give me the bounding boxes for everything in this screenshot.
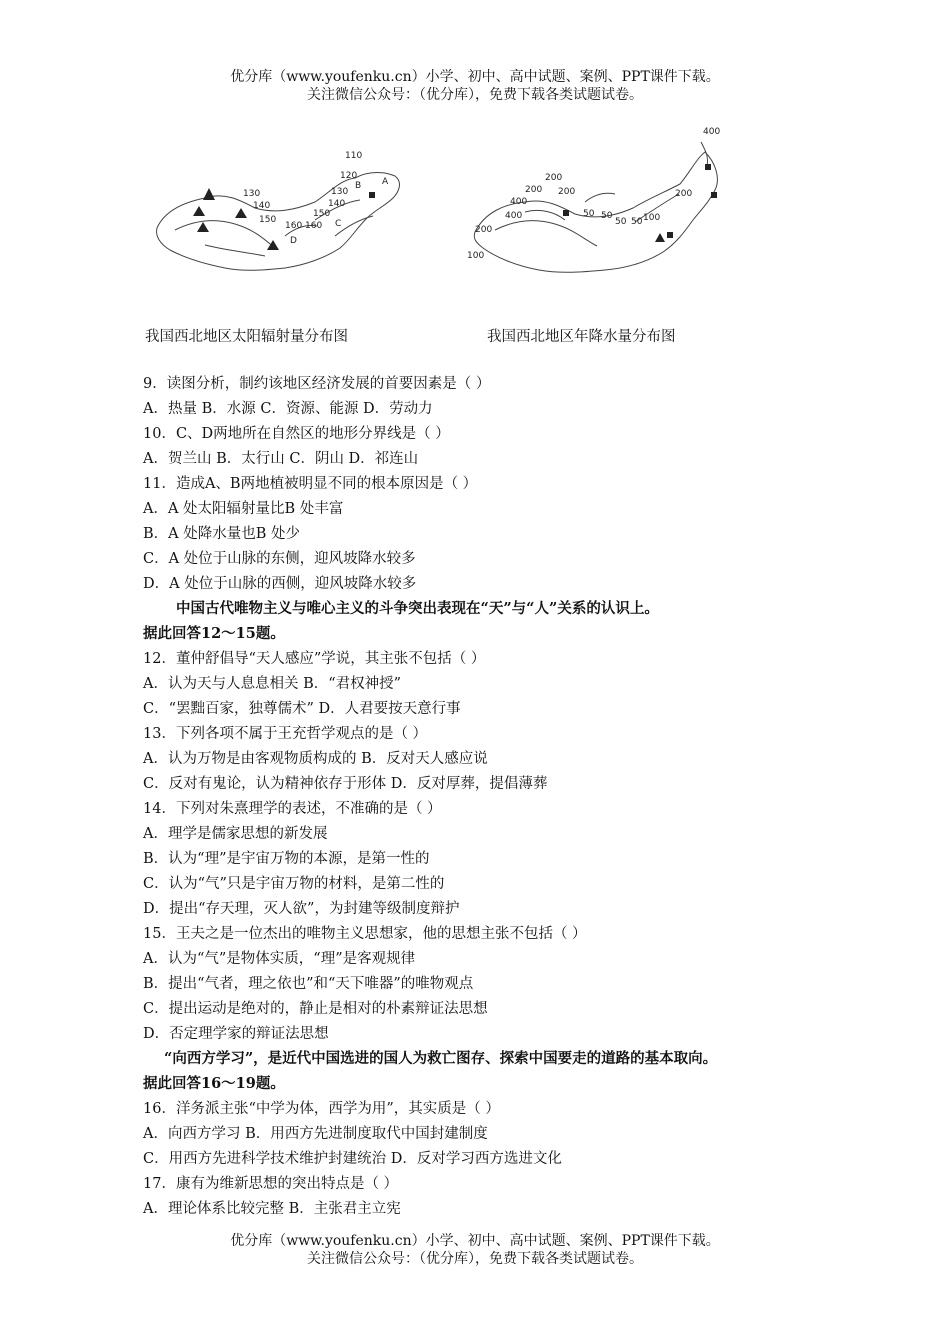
question-11-option-a: A．A 处太阳辐射量比B 处丰富 <box>143 501 344 517</box>
solar-label: 140 <box>253 201 271 211</box>
question-9-options: A．热量 B．水源 C．资源、能源 D．劳动力 <box>143 401 433 417</box>
rain-label: 400 <box>703 127 721 137</box>
question-14-option-c: C．认为“气”只是宇宙万物的材料，是第二性的 <box>143 876 445 892</box>
question-9: 9．读图分析，制约该地区经济发展的首要因素是（ ） <box>143 376 491 392</box>
question-16-options-ab: A．向西方学习 B．用西方先进制度取代中国封建制度 <box>143 1126 488 1142</box>
solar-label: A <box>382 177 389 187</box>
question-11-option-c: C．A 处位于山脉的东侧，迎风坡降水较多 <box>143 551 416 567</box>
solar-label: 160 <box>305 221 323 231</box>
solar-label: C <box>335 219 342 229</box>
rain-label: 400 <box>505 211 523 221</box>
question-12-options-ab: A．认为天与人息息相关 B．“君权神授” <box>143 676 402 692</box>
header-line-1: 优分库（www.youfenku.cn）小学、初中、高中试题、案例、PPT课件下载。 <box>230 69 720 85</box>
rain-label: 200 <box>475 225 493 235</box>
question-15-option-b: B．提出“气者，理之依也”和“天下唯器”的唯物观点 <box>143 976 474 992</box>
question-15: 15．王夫之是一位杰出的唯物主义思想家，他的思想主张不包括（ ） <box>143 926 587 942</box>
question-14-option-b: B．认为“理”是宇宙万物的本源，是第一性的 <box>143 851 430 867</box>
rain-label: 200 <box>545 173 563 183</box>
solar-label: 150 <box>259 215 277 225</box>
question-15-option-c: C．提出运动是绝对的，静止是相对的朴素辩证法思想 <box>143 1001 488 1017</box>
section-instruction-12-15: 据此回答12～15题。 <box>143 625 285 642</box>
solar-label: 130 <box>243 189 261 199</box>
section-intro-16-19: “向西方学习”，是近代中国选进的国人为救亡图存、探索中国要走的道路的基本取向。 <box>164 1050 718 1067</box>
solar-map-caption: 我国西北地区太阳辐射量分布图 <box>145 329 348 345</box>
question-14-option-a: A．理学是儒家思想的新发展 <box>143 826 328 842</box>
question-12: 12．董仲舒倡导“天人感应”学说，其主张不包括（ ） <box>143 651 486 667</box>
footer-line-2: 关注微信公众号：（优分库），免费下载各类试题试卷。 <box>307 1251 643 1267</box>
question-14: 14．下列对朱熹理学的表述，不准确的是（ ） <box>143 801 442 817</box>
solar-label: 150 <box>313 209 331 219</box>
rain-map-caption: 我国西北地区年降水量分布图 <box>487 329 676 345</box>
question-13-options-ab: A．认为万物是由客观物质构成的 B．反对天人感应说 <box>143 751 488 767</box>
solar-label: 130 <box>331 187 349 197</box>
rain-label: 200 <box>558 187 576 197</box>
precipitation-map <box>465 122 740 305</box>
solar-label: 140 <box>328 199 346 209</box>
question-11-option-d: D．A 处位于山脉的西侧，迎风坡降水较多 <box>143 576 417 592</box>
question-16-options-cd: C．用西方先进科学技术维护封建统治 D．反对学习西方选进文化 <box>143 1151 562 1167</box>
section-intro-12-15: 中国古代唯物主义与唯心主义的斗争突出表现在“天”与“人”关系的认识上。 <box>176 600 659 617</box>
question-10: 10．C、D两地所在自然区的地形分界线是（ ） <box>143 426 450 442</box>
header-line-2: 关注微信公众号：（优分库），免费下载各类试题试卷。 <box>307 87 643 103</box>
footer-line-1: 优分库（www.youfenku.cn）小学、初中、高中试题、案例、PPT课件下载。 <box>230 1233 720 1249</box>
rain-label: 100 <box>643 213 661 223</box>
question-11: 11．造成A、B两地植被明显不同的根本原因是（ ） <box>143 476 478 492</box>
question-13-options-cd: C．反对有鬼论，认为精神依存于形体 D．反对厚葬，提倡薄葬 <box>143 776 548 792</box>
question-17-options-ab: A．理论体系比较完整 B．主张君主立宪 <box>143 1201 401 1217</box>
solar-label: B <box>355 181 362 191</box>
section-instruction-16-19: 据此回答16～19题。 <box>143 1075 285 1092</box>
solar-label: 120 <box>340 171 358 181</box>
rain-map-labels <box>467 127 720 261</box>
rain-label: 50 <box>631 217 643 227</box>
rain-label: 50 <box>615 217 627 227</box>
question-15-option-a: A．认为“气”是物体实质，“理”是客观规律 <box>143 951 416 967</box>
question-16: 16．洋务派主张“中学为体，西学为用”，其实质是（ ） <box>143 1101 500 1117</box>
rain-label: 200 <box>675 189 693 199</box>
rain-label: 50 <box>583 209 595 219</box>
solar-label: 160 <box>285 221 303 231</box>
question-17: 17．康有为维新思想的突出特点是（ ） <box>143 1176 399 1192</box>
question-15-option-d: D．否定理学家的辩证法思想 <box>143 1026 329 1042</box>
solar-label: 110 <box>345 151 363 161</box>
question-12-options-cd: C．“罢黜百家，独尊儒术” D．人君要按天意行事 <box>143 701 461 717</box>
question-13: 13．下列各项不属于王充哲学观点的是（ ） <box>143 726 428 742</box>
question-10-options: A．贺兰山 B．太行山 C．阴山 D．祁连山 <box>143 451 419 467</box>
question-11-option-b: B．A 处降水量也B 处少 <box>143 526 300 542</box>
solar-radiation-map <box>145 140 410 305</box>
solar-label: D <box>290 236 297 246</box>
rain-label: 200 <box>525 185 543 195</box>
rain-label: 100 <box>467 251 485 261</box>
question-14-option-d: D．提出“存天理，灭人欲”，为封建等级制度辩护 <box>143 901 460 917</box>
rain-label: 50 <box>601 211 613 221</box>
rain-label: 400 <box>510 197 528 207</box>
solar-map-labels <box>243 151 389 246</box>
